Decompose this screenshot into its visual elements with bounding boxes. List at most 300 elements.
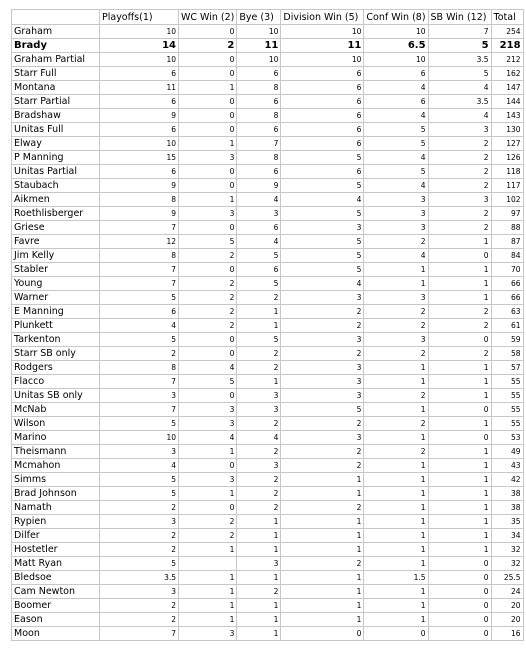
value-cell[interactable]: 1 [237, 627, 281, 641]
row-name-cell[interactable]: Mcmahon [12, 459, 100, 473]
value-cell[interactable]: 1 [428, 235, 491, 249]
value-cell[interactable]: 1 [179, 571, 237, 585]
value-cell[interactable]: 0 [428, 431, 491, 445]
value-cell[interactable]: 3 [179, 403, 237, 417]
total-cell[interactable]: 63 [491, 305, 523, 319]
value-cell[interactable]: 1 [364, 375, 428, 389]
value-cell[interactable]: 3 [237, 459, 281, 473]
row-name-cell[interactable]: E Manning [12, 305, 100, 319]
value-cell[interactable]: 0 [428, 557, 491, 571]
row-name-cell[interactable]: Roethlisberger [12, 207, 100, 221]
total-cell[interactable]: 16 [491, 627, 523, 641]
value-cell[interactable]: 0 [428, 613, 491, 627]
value-cell[interactable]: 4 [237, 193, 281, 207]
value-cell[interactable]: 6 [100, 67, 179, 81]
row-name-cell[interactable]: Plunkett [12, 319, 100, 333]
value-cell[interactable]: 1.5 [364, 571, 428, 585]
value-cell[interactable]: 3 [179, 151, 237, 165]
value-cell[interactable]: 5 [364, 123, 428, 137]
total-cell[interactable]: 43 [491, 459, 523, 473]
value-cell[interactable]: 10 [281, 25, 364, 39]
value-cell[interactable]: 6 [364, 67, 428, 81]
value-cell[interactable]: 10 [364, 25, 428, 39]
row-name-cell[interactable]: Aikmen [12, 193, 100, 207]
value-cell[interactable]: 2 [237, 291, 281, 305]
value-cell[interactable]: 3.5 [428, 53, 491, 67]
total-cell[interactable]: 66 [491, 291, 523, 305]
value-cell[interactable]: 7 [428, 25, 491, 39]
value-cell[interactable]: 1 [364, 501, 428, 515]
value-cell[interactable]: 0 [428, 585, 491, 599]
header-cell[interactable]: Bye (3) [237, 10, 281, 25]
total-cell[interactable]: 20 [491, 613, 523, 627]
value-cell[interactable]: 10 [281, 53, 364, 67]
value-cell[interactable]: 14 [100, 39, 179, 53]
row-name-cell[interactable]: Theismann [12, 445, 100, 459]
header-cell[interactable] [12, 10, 100, 25]
row-name-cell[interactable]: Unitas SB only [12, 389, 100, 403]
value-cell[interactable]: 1 [364, 557, 428, 571]
value-cell[interactable]: 3 [281, 361, 364, 375]
value-cell[interactable]: 0 [179, 53, 237, 67]
value-cell[interactable]: 2 [281, 557, 364, 571]
value-cell[interactable]: 1 [428, 445, 491, 459]
value-cell[interactable]: 5 [100, 473, 179, 487]
value-cell[interactable]: 0 [179, 25, 237, 39]
value-cell[interactable]: 2 [281, 305, 364, 319]
value-cell[interactable]: 1 [428, 263, 491, 277]
value-cell[interactable]: 2 [237, 473, 281, 487]
value-cell[interactable]: 6 [281, 165, 364, 179]
row-name-cell[interactable]: Cam Newton [12, 585, 100, 599]
value-cell[interactable]: 3 [428, 123, 491, 137]
total-cell[interactable]: 143 [491, 109, 523, 123]
total-cell[interactable]: 58 [491, 347, 523, 361]
value-cell[interactable]: 2 [364, 319, 428, 333]
value-cell[interactable]: 5 [281, 263, 364, 277]
value-cell[interactable]: 1 [237, 599, 281, 613]
value-cell[interactable]: 0 [179, 333, 237, 347]
row-name-cell[interactable]: Stabler [12, 263, 100, 277]
value-cell[interactable]: 2 [428, 207, 491, 221]
row-name-cell[interactable]: Dilfer [12, 529, 100, 543]
value-cell[interactable]: 1 [428, 487, 491, 501]
value-cell[interactable]: 4 [100, 319, 179, 333]
value-cell[interactable]: 5 [100, 333, 179, 347]
total-cell[interactable]: 38 [491, 487, 523, 501]
value-cell[interactable]: 8 [237, 109, 281, 123]
value-cell[interactable]: 2 [179, 529, 237, 543]
value-cell[interactable]: 4 [428, 109, 491, 123]
row-name-cell[interactable]: Wilson [12, 417, 100, 431]
value-cell[interactable]: 9 [100, 109, 179, 123]
value-cell[interactable]: 1 [281, 585, 364, 599]
value-cell[interactable]: 2 [100, 543, 179, 557]
value-cell[interactable]: 11 [237, 39, 281, 53]
value-cell[interactable]: 3 [364, 333, 428, 347]
value-cell[interactable]: 3 [281, 291, 364, 305]
value-cell[interactable]: 12 [100, 235, 179, 249]
value-cell[interactable]: 6 [237, 221, 281, 235]
value-cell[interactable]: 2 [428, 305, 491, 319]
value-cell[interactable]: 2 [179, 291, 237, 305]
value-cell[interactable]: 1 [179, 487, 237, 501]
total-cell[interactable]: 144 [491, 95, 523, 109]
value-cell[interactable]: 0 [281, 627, 364, 641]
row-name-cell[interactable]: Rypien [12, 515, 100, 529]
value-cell[interactable]: 1 [179, 81, 237, 95]
value-cell[interactable]: 5 [281, 179, 364, 193]
value-cell[interactable]: 2 [281, 417, 364, 431]
value-cell[interactable]: 3 [179, 627, 237, 641]
value-cell[interactable]: 1 [428, 361, 491, 375]
value-cell[interactable]: 1 [428, 543, 491, 557]
value-cell[interactable]: 3 [179, 207, 237, 221]
value-cell[interactable]: 3.5 [100, 571, 179, 585]
value-cell[interactable]: 1 [179, 613, 237, 627]
value-cell[interactable]: 7 [100, 403, 179, 417]
value-cell[interactable]: 3 [100, 389, 179, 403]
value-cell[interactable]: 1 [237, 571, 281, 585]
value-cell[interactable]: 3 [281, 431, 364, 445]
value-cell[interactable]: 5 [281, 403, 364, 417]
total-cell[interactable]: 147 [491, 81, 523, 95]
row-name-cell[interactable]: Unitas Full [12, 123, 100, 137]
value-cell[interactable]: 7 [100, 375, 179, 389]
value-cell[interactable]: 5 [281, 151, 364, 165]
value-cell[interactable]: 1 [364, 543, 428, 557]
row-name-cell[interactable]: Flacco [12, 375, 100, 389]
value-cell[interactable]: 4 [179, 431, 237, 445]
value-cell[interactable]: 5 [281, 235, 364, 249]
value-cell[interactable]: 5 [100, 417, 179, 431]
row-name-cell[interactable]: Graham Partial [12, 53, 100, 67]
value-cell[interactable]: 3 [237, 557, 281, 571]
row-name-cell[interactable]: Starr SB only [12, 347, 100, 361]
value-cell[interactable]: 6 [100, 123, 179, 137]
value-cell[interactable]: 1 [281, 571, 364, 585]
value-cell[interactable]: 6 [100, 165, 179, 179]
value-cell[interactable]: 1 [281, 487, 364, 501]
value-cell[interactable]: 1 [237, 319, 281, 333]
total-cell[interactable]: 57 [491, 361, 523, 375]
value-cell[interactable]: 0 [428, 403, 491, 417]
value-cell[interactable]: 1 [237, 613, 281, 627]
value-cell[interactable]: 1 [428, 515, 491, 529]
value-cell[interactable]: 2 [428, 151, 491, 165]
value-cell[interactable]: 1 [364, 529, 428, 543]
total-cell[interactable]: 130 [491, 123, 523, 137]
value-cell[interactable]: 1 [281, 599, 364, 613]
total-cell[interactable]: 117 [491, 179, 523, 193]
value-cell[interactable]: 2 [428, 347, 491, 361]
value-cell[interactable]: 6 [237, 123, 281, 137]
value-cell[interactable]: 6 [237, 67, 281, 81]
value-cell[interactable]: 5 [100, 487, 179, 501]
value-cell[interactable]: 2 [281, 501, 364, 515]
value-cell[interactable]: 0 [364, 627, 428, 641]
value-cell[interactable]: 10 [100, 137, 179, 151]
total-cell[interactable]: 32 [491, 543, 523, 557]
total-cell[interactable]: 24 [491, 585, 523, 599]
value-cell[interactable]: 5 [281, 249, 364, 263]
value-cell[interactable]: 0 [179, 263, 237, 277]
value-cell[interactable]: 2 [100, 613, 179, 627]
value-cell[interactable]: 2 [179, 277, 237, 291]
row-name-cell[interactable]: Griese [12, 221, 100, 235]
value-cell[interactable]: 0 [179, 179, 237, 193]
row-name-cell[interactable]: Elway [12, 137, 100, 151]
total-cell[interactable]: 25.5 [491, 571, 523, 585]
value-cell[interactable]: 9 [100, 179, 179, 193]
value-cell[interactable]: 4 [364, 179, 428, 193]
value-cell[interactable]: 1 [281, 515, 364, 529]
value-cell[interactable]: 3 [364, 207, 428, 221]
value-cell[interactable]: 6.5 [364, 39, 428, 53]
value-cell[interactable]: 1 [364, 585, 428, 599]
row-name-cell[interactable]: Unitas Partial [12, 165, 100, 179]
total-cell[interactable]: 55 [491, 389, 523, 403]
value-cell[interactable]: 0 [428, 333, 491, 347]
value-cell[interactable]: 1 [179, 585, 237, 599]
value-cell[interactable]: 7 [100, 277, 179, 291]
value-cell[interactable]: 5 [100, 557, 179, 571]
total-cell[interactable]: 55 [491, 403, 523, 417]
value-cell[interactable]: 6 [100, 95, 179, 109]
value-cell[interactable]: 3 [237, 389, 281, 403]
total-cell[interactable]: 87 [491, 235, 523, 249]
value-cell[interactable]: 5 [364, 137, 428, 151]
total-cell[interactable]: 61 [491, 319, 523, 333]
row-name-cell[interactable]: Warner [12, 291, 100, 305]
value-cell[interactable]: 2 [281, 347, 364, 361]
row-name-cell[interactable]: Bledsoe [12, 571, 100, 585]
value-cell[interactable]: 1 [281, 543, 364, 557]
value-cell[interactable]: 2 [428, 221, 491, 235]
value-cell[interactable]: 4 [428, 81, 491, 95]
value-cell[interactable]: 4 [237, 235, 281, 249]
value-cell[interactable]: 2 [179, 39, 237, 53]
value-cell[interactable]: 3 [364, 291, 428, 305]
value-cell[interactable]: 4 [100, 459, 179, 473]
value-cell[interactable]: 6 [237, 95, 281, 109]
total-cell[interactable]: 55 [491, 417, 523, 431]
value-cell[interactable]: 6 [237, 263, 281, 277]
value-cell[interactable]: 1 [364, 263, 428, 277]
value-cell[interactable]: 2 [100, 347, 179, 361]
value-cell[interactable]: 1 [364, 599, 428, 613]
total-cell[interactable]: 70 [491, 263, 523, 277]
value-cell[interactable]: 4 [281, 277, 364, 291]
value-cell[interactable]: 9 [100, 207, 179, 221]
row-name-cell[interactable]: Hostetler [12, 543, 100, 557]
total-cell[interactable]: 102 [491, 193, 523, 207]
value-cell[interactable]: 3 [237, 403, 281, 417]
value-cell[interactable]: 0 [428, 249, 491, 263]
value-cell[interactable]: 1 [179, 193, 237, 207]
value-cell[interactable]: 6 [281, 95, 364, 109]
value-cell[interactable]: 0 [179, 221, 237, 235]
value-cell[interactable]: 2 [100, 529, 179, 543]
row-name-cell[interactable]: Starr Full [12, 67, 100, 81]
value-cell[interactable]: 10 [100, 53, 179, 67]
value-cell[interactable]: 6 [281, 123, 364, 137]
value-cell[interactable]: 1 [237, 305, 281, 319]
value-cell[interactable]: 3 [100, 585, 179, 599]
total-cell[interactable]: 35 [491, 515, 523, 529]
value-cell[interactable]: 3.5 [428, 95, 491, 109]
value-cell[interactable]: 3 [428, 193, 491, 207]
value-cell[interactable]: 2 [281, 445, 364, 459]
value-cell[interactable]: 1 [179, 543, 237, 557]
row-name-cell[interactable]: Bradshaw [12, 109, 100, 123]
total-cell[interactable]: 97 [491, 207, 523, 221]
total-cell[interactable]: 118 [491, 165, 523, 179]
row-name-cell[interactable]: Simms [12, 473, 100, 487]
value-cell[interactable]: 7 [100, 263, 179, 277]
row-name-cell[interactable]: Eason [12, 613, 100, 627]
value-cell[interactable]: 0 [179, 123, 237, 137]
total-cell[interactable]: 55 [491, 375, 523, 389]
value-cell[interactable]: 8 [100, 361, 179, 375]
value-cell[interactable]: 1 [179, 445, 237, 459]
value-cell[interactable]: 3 [179, 417, 237, 431]
value-cell[interactable]: 11 [100, 81, 179, 95]
total-cell[interactable]: 127 [491, 137, 523, 151]
value-cell[interactable]: 1 [281, 529, 364, 543]
value-cell[interactable]: 3 [237, 207, 281, 221]
value-cell[interactable]: 2 [237, 501, 281, 515]
value-cell[interactable]: 1 [364, 459, 428, 473]
value-cell[interactable]: 1 [428, 501, 491, 515]
value-cell[interactable]: 1 [428, 417, 491, 431]
value-cell[interactable]: 3 [179, 473, 237, 487]
value-cell[interactable]: 1 [364, 277, 428, 291]
value-cell[interactable]: 7 [237, 137, 281, 151]
value-cell[interactable]: 0 [428, 599, 491, 613]
value-cell[interactable]: 2 [428, 165, 491, 179]
value-cell[interactable]: 3 [281, 375, 364, 389]
value-cell[interactable]: 1 [237, 375, 281, 389]
value-cell[interactable]: 2 [428, 319, 491, 333]
value-cell[interactable]: 8 [237, 81, 281, 95]
value-cell[interactable]: 10 [100, 431, 179, 445]
value-cell[interactable]: 2 [281, 459, 364, 473]
total-cell[interactable]: 49 [491, 445, 523, 459]
value-cell[interactable]: 1 [364, 361, 428, 375]
value-cell[interactable]: 1 [428, 459, 491, 473]
total-cell[interactable]: 59 [491, 333, 523, 347]
value-cell[interactable]: 0 [428, 627, 491, 641]
total-cell[interactable]: 212 [491, 53, 523, 67]
value-cell[interactable]: 1 [364, 403, 428, 417]
value-cell[interactable]: 1 [364, 431, 428, 445]
header-cell[interactable]: WC Win (2) [179, 10, 237, 25]
value-cell[interactable]: 2 [237, 347, 281, 361]
value-cell[interactable]: 4 [237, 431, 281, 445]
value-cell[interactable]: 4 [179, 361, 237, 375]
value-cell[interactable]: 2 [179, 305, 237, 319]
row-name-cell[interactable]: Rodgers [12, 361, 100, 375]
row-name-cell[interactable]: McNab [12, 403, 100, 417]
value-cell[interactable]: 0 [179, 501, 237, 515]
value-cell[interactable]: 6 [281, 109, 364, 123]
total-cell[interactable]: 88 [491, 221, 523, 235]
value-cell[interactable]: 6 [281, 137, 364, 151]
value-cell[interactable]: 2 [179, 249, 237, 263]
value-cell[interactable]: 1 [428, 291, 491, 305]
row-name-cell[interactable]: Graham [12, 25, 100, 39]
header-cell[interactable]: SB Win (12) [428, 10, 491, 25]
value-cell[interactable]: 2 [428, 137, 491, 151]
value-cell[interactable]: 2 [100, 599, 179, 613]
value-cell[interactable]: 3 [100, 445, 179, 459]
value-cell[interactable]: 3 [100, 515, 179, 529]
value-cell[interactable]: 2 [364, 389, 428, 403]
value-cell[interactable]: 2 [364, 347, 428, 361]
value-cell[interactable]: 6 [100, 305, 179, 319]
value-cell[interactable]: 5 [364, 165, 428, 179]
value-cell[interactable]: 3 [364, 193, 428, 207]
value-cell[interactable]: 0 [179, 389, 237, 403]
value-cell[interactable]: 1 [364, 473, 428, 487]
value-cell[interactable]: 1 [428, 277, 491, 291]
value-cell[interactable]: 2 [237, 487, 281, 501]
value-cell[interactable]: 2 [179, 515, 237, 529]
value-cell[interactable]: 2 [237, 445, 281, 459]
total-cell[interactable]: 254 [491, 25, 523, 39]
value-cell[interactable]: 6 [364, 95, 428, 109]
value-cell[interactable]: 4 [364, 151, 428, 165]
value-cell[interactable]: 3 [281, 333, 364, 347]
value-cell[interactable]: 2 [237, 585, 281, 599]
value-cell[interactable]: 5 [100, 291, 179, 305]
total-cell[interactable]: 42 [491, 473, 523, 487]
value-cell[interactable]: 1 [428, 473, 491, 487]
value-cell[interactable]: 3 [281, 389, 364, 403]
value-cell[interactable]: 7 [100, 627, 179, 641]
value-cell[interactable]: 4 [364, 81, 428, 95]
value-cell[interactable]: 0 [428, 571, 491, 585]
row-name-cell[interactable]: Staubach [12, 179, 100, 193]
value-cell[interactable]: 6 [237, 165, 281, 179]
value-cell[interactable]: 4 [364, 249, 428, 263]
value-cell[interactable]: 10 [237, 25, 281, 39]
header-cell[interactable]: Playoffs(1) [100, 10, 179, 25]
value-cell[interactable]: 2 [281, 319, 364, 333]
row-name-cell[interactable]: Young [12, 277, 100, 291]
value-cell[interactable]: 1 [281, 613, 364, 627]
value-cell[interactable]: 0 [179, 459, 237, 473]
total-cell[interactable]: 162 [491, 67, 523, 81]
value-cell[interactable]: 9 [237, 179, 281, 193]
value-cell[interactable]: 6 [281, 81, 364, 95]
value-cell[interactable]: 2 [364, 235, 428, 249]
value-cell[interactable]: 8 [100, 193, 179, 207]
value-cell[interactable]: 2 [364, 305, 428, 319]
value-cell[interactable]: 1 [428, 389, 491, 403]
value-cell[interactable]: 2 [364, 445, 428, 459]
value-cell[interactable]: 2 [364, 417, 428, 431]
value-cell[interactable]: 1 [179, 599, 237, 613]
value-cell[interactable]: 2 [428, 179, 491, 193]
header-cell[interactable]: Division Win (5) [281, 10, 364, 25]
value-cell[interactable]: 1 [364, 487, 428, 501]
value-cell[interactable]: 5 [237, 333, 281, 347]
value-cell[interactable]: 4 [364, 109, 428, 123]
value-cell[interactable]: 8 [237, 151, 281, 165]
value-cell[interactable]: 0 [179, 109, 237, 123]
